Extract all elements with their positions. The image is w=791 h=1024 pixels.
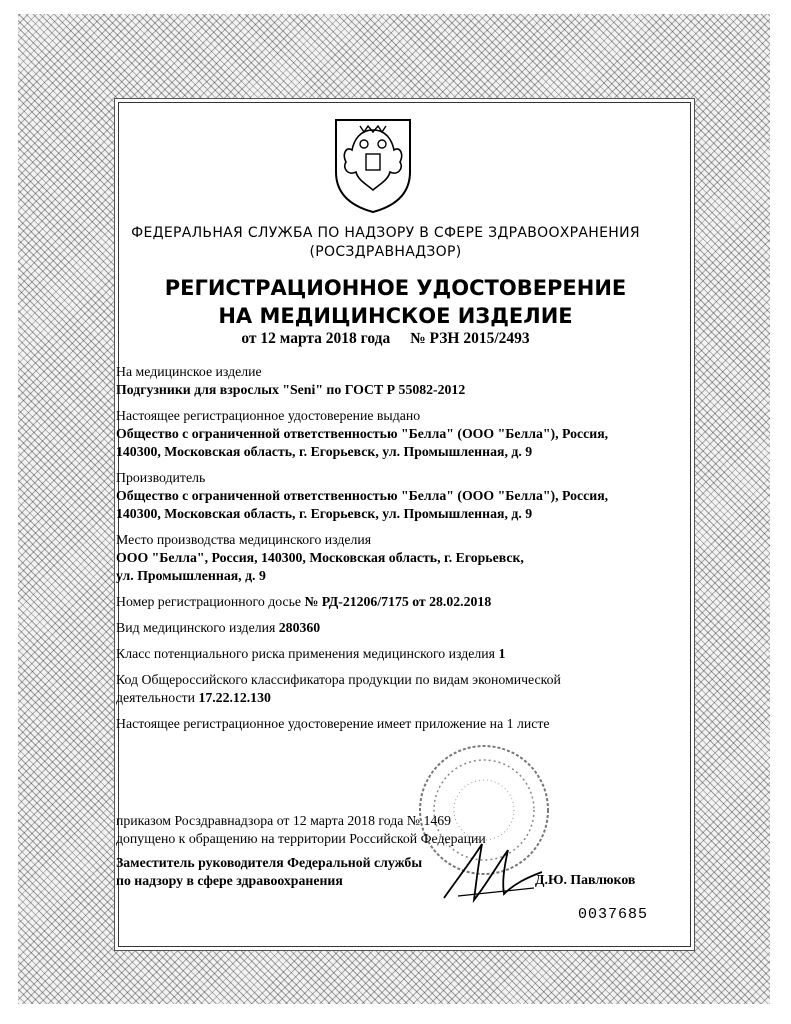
handwritten-signature [438,838,548,908]
signer-line-2: по надзору в сфере здравоохранения [116,873,343,888]
risk-class-label: Класс потенциального риска применения медицинского изделия [116,646,495,661]
issued-value-line-2: 140300, Московская область, г. Егорьевск, ул. Промышленная, д. 9 [116,444,533,459]
okp-label-line-2: деятельности [116,690,195,705]
manufacturer-value-line-1: Общество с ограниченной ответственностью "Белла" (ООО "Белла"), Россия, [116,488,609,503]
issued-label: Настоящее регистрационное удостоверение выдано [116,408,421,423]
certificate-number: № РЗН 2015/2493 [410,330,530,347]
appendix-note: Настоящее регистрационное удостоверение имеет приложение на 1 листе [116,716,550,731]
device-value: Подгузники для взрослых "Seni" по ГОСТ Р 55082-2012 [116,382,466,397]
coat-of-arms-icon [330,110,416,216]
okp-label-line-1: Код Общероссийского классификатора продукции по видам экономической [116,672,561,687]
dossier-row [116,593,656,611]
issued-value-line-1: Общество с ограниченной ответственностью "Белла" (ООО "Белла"), Россия, [116,426,609,441]
title-line-1: РЕГИСТРАЦИОННОЕ УДОСТОВЕРЕНИЕ [164,276,627,300]
manufacturer-label: Производитель [116,470,206,485]
risk-class-row [116,645,656,663]
okp-row [116,689,656,707]
signer-name: Д.Ю. Павлюков [535,872,636,887]
okp-value: 17.22.12.130 [198,690,271,705]
document-title [100,274,691,330]
device-type-label: Вид медицинского изделия [116,620,276,635]
agency-short-name: (РОСЗДРАВНАДЗОР) [309,244,462,260]
signer-line-1: Заместитель руководителя Федеральной службы [116,855,423,870]
order-line-2: допущено к обращению на территории Российской Федерации [116,831,486,846]
issue-date: от 12 марта 2018 года [241,330,391,347]
serial-number: 0037685 [578,906,649,923]
certificate-body [116,363,656,733]
order-note [116,812,636,848]
risk-class-value: 1 [498,646,506,661]
manufacturer-value-line-2: 140300, Московская область, г. Егорьевск, ул. Промышленная, д. 9 [116,506,533,521]
device-label: На медицинское изделие [116,364,262,379]
title-line-2: НА МЕДИЦИНСКОЕ ИЗДЕЛИЕ [218,304,573,328]
agency-header [100,224,671,262]
production-place-label: Место производства медицинского изделия [116,532,372,547]
production-place-line-2: ул. Промышленная, д. 9 [116,568,266,583]
production-place-line-1: ООО "Белла", Россия, 140300, Московская область, г. Егорьевск, [116,550,524,565]
date-number-line [100,330,671,348]
device-type-value: 280360 [278,620,321,635]
order-line-1: приказом Росздравнадзора от 12 марта 2018 года № 1469 [116,813,452,828]
dossier-label: Номер регистрационного досье [116,594,302,609]
device-type-row [116,619,656,637]
dossier-value: № РД-21206/7175 от 28.02.2018 [304,594,492,609]
agency-name: ФЕДЕРАЛЬНАЯ СЛУЖБА ПО НАДЗОРУ В СФЕРЕ ЗДРАВООХРАНЕНИЯ [131,225,640,241]
